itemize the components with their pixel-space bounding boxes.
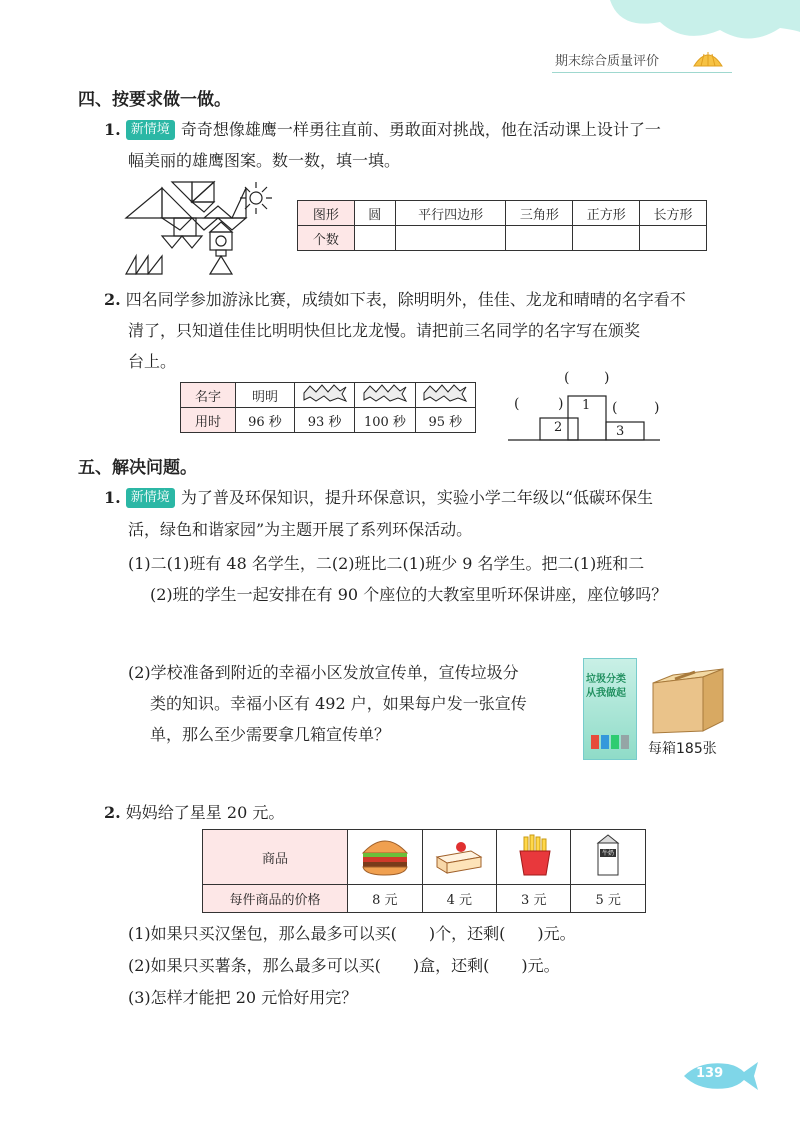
question-5-2-sub3: (3)怎样才能把 20 元恰好用完？	[128, 988, 358, 1007]
cake-icon	[422, 830, 496, 885]
box-caption: 每箱185张	[648, 741, 717, 757]
section5-title: 五、解决问题。	[78, 458, 197, 478]
row-label-time: 用时	[181, 408, 236, 433]
row-label-price: 每件商品的价格	[203, 885, 348, 913]
answer-cell[interactable]	[395, 226, 506, 251]
shape-header: 圆	[354, 201, 395, 226]
row-label-count: 个数	[298, 226, 355, 251]
price-cell: 8 元	[348, 885, 422, 913]
question-text: 为了普及环保知识，提升环保意识，实验小学二年级以“低碳环保生	[180, 488, 653, 507]
milk-carton-icon	[571, 830, 646, 885]
shape-header: 平行四边形	[395, 201, 506, 226]
question-4-2-line3: 台上。	[128, 352, 177, 371]
price-cell: 3 元	[497, 885, 571, 913]
question-5-2-sub2: (2)如果只买薯条，那么最多可以买( )盒，还剩( )元。	[128, 956, 560, 975]
second-place-answer-blank[interactable]	[522, 400, 556, 418]
name-cell: 明明	[235, 383, 294, 408]
question-5-1-line2: 活，绿色和谐家园”为主题开展了系列环保活动。	[128, 520, 473, 539]
answer-cell[interactable]	[573, 226, 640, 251]
header-title: 期末综合质量评价	[555, 54, 660, 69]
price-table	[202, 829, 646, 913]
poster-text: 从我做起	[586, 688, 626, 699]
first-place-answer-blank[interactable]	[572, 374, 602, 392]
question-number: 2.	[104, 803, 121, 822]
price-cell: 4 元	[422, 885, 496, 913]
podium-second-label: 2	[554, 420, 563, 435]
section4-title: 四、按要求做一做。	[78, 90, 231, 110]
milk-label: 牛奶	[602, 850, 615, 857]
fries-icon	[497, 830, 571, 885]
answer-area[interactable]	[128, 612, 718, 652]
question-5-1-sub1-line2: (2)班的学生一起安排在有 90 个座位的大教室里听环保讲座，座位够吗？	[150, 585, 668, 604]
question-number: 1.	[104, 488, 121, 507]
blurred-name-icon	[415, 383, 475, 408]
page-number: 139	[696, 1066, 724, 1081]
swim-time-table	[180, 382, 476, 433]
row-label-name: 名字	[181, 383, 236, 408]
paren-right: )	[558, 396, 564, 412]
time-cell: 100 秒	[355, 408, 415, 433]
blurred-name-icon	[294, 383, 354, 408]
question-5-1-line1	[104, 480, 653, 516]
shell-icon	[690, 48, 726, 70]
question-5-1-sub1-line1: (1)二(1)班有 48 名学生，二(2)班比二(1)班少 9 名学生。把二(1)班和二	[128, 554, 645, 573]
question-5-2-line1	[104, 795, 284, 831]
shape-header: 三角形	[506, 201, 573, 226]
paren-right: )	[604, 370, 610, 386]
shape-count-table	[297, 200, 707, 251]
question-4-1-line2: 幅美丽的雄鹰图案。数一数，填一填。	[128, 151, 401, 170]
question-number: 2.	[104, 290, 121, 309]
podium	[508, 372, 660, 444]
question-text: 妈妈给了星星 20 元。	[125, 803, 285, 822]
question-number: 1.	[104, 120, 121, 139]
eagle-tangram-figure	[122, 178, 290, 276]
question-5-1-sub2-line3: 单，那么至少需要拿几箱宣传单？	[150, 725, 391, 744]
hamburger-icon	[348, 830, 422, 885]
price-cell: 5 元	[571, 885, 646, 913]
answer-cell[interactable]	[354, 226, 395, 251]
new-context-tag: 新情境	[126, 488, 175, 508]
question-text: 奇奇想像雄鹰一样勇往直前、勇敢面对挑战，他在活动课上设计了一	[180, 120, 661, 139]
question-5-1-sub2-line1: (2)学校准备到附近的幸福小区发放宣传单，宣传垃圾分	[128, 663, 519, 682]
answer-cell[interactable]	[640, 226, 707, 251]
paren-left: (	[612, 400, 618, 416]
box-icon	[645, 665, 727, 735]
time-cell: 93 秒	[294, 408, 354, 433]
podium-third-label: 3	[616, 424, 625, 439]
row-label-shape: 图形	[298, 201, 355, 226]
paren-left: (	[564, 370, 570, 386]
blurred-name-icon	[355, 383, 415, 408]
row-label-goods: 商品	[203, 830, 348, 885]
time-cell: 96 秒	[235, 408, 294, 433]
question-text: 四名同学参加游泳比赛，成绩如下表，除明明外，佳佳、龙龙和晴晴的名字看不	[125, 290, 686, 309]
shape-header: 长方形	[640, 201, 707, 226]
answer-cell[interactable]	[506, 226, 573, 251]
recycling-poster	[583, 658, 637, 760]
question-5-1-sub2-line2: 类的知识。幸福小区有 492 户，如果每户发一张宣传	[150, 694, 527, 713]
question-5-2-sub1: (1)如果只买汉堡包，那么最多可以买( )个，还剩( )元。	[128, 924, 576, 943]
third-place-answer-blank[interactable]	[620, 404, 652, 422]
header-divider	[552, 72, 732, 73]
podium-first-label: 1	[582, 398, 591, 413]
paren-right: )	[654, 400, 660, 416]
new-context-tag: 新情境	[126, 120, 175, 140]
time-cell: 95 秒	[415, 408, 475, 433]
trash-bins-icon	[590, 731, 630, 751]
paren-left: (	[514, 396, 520, 412]
poster-text: 垃圾分类	[586, 674, 626, 685]
question-4-2-line2: 清了，只知道佳佳比明明快但比龙龙慢。请把前三名同学的名字写在颁奖	[128, 321, 641, 340]
header-cloud-decoration	[590, 0, 800, 50]
shape-header: 正方形	[573, 201, 640, 226]
